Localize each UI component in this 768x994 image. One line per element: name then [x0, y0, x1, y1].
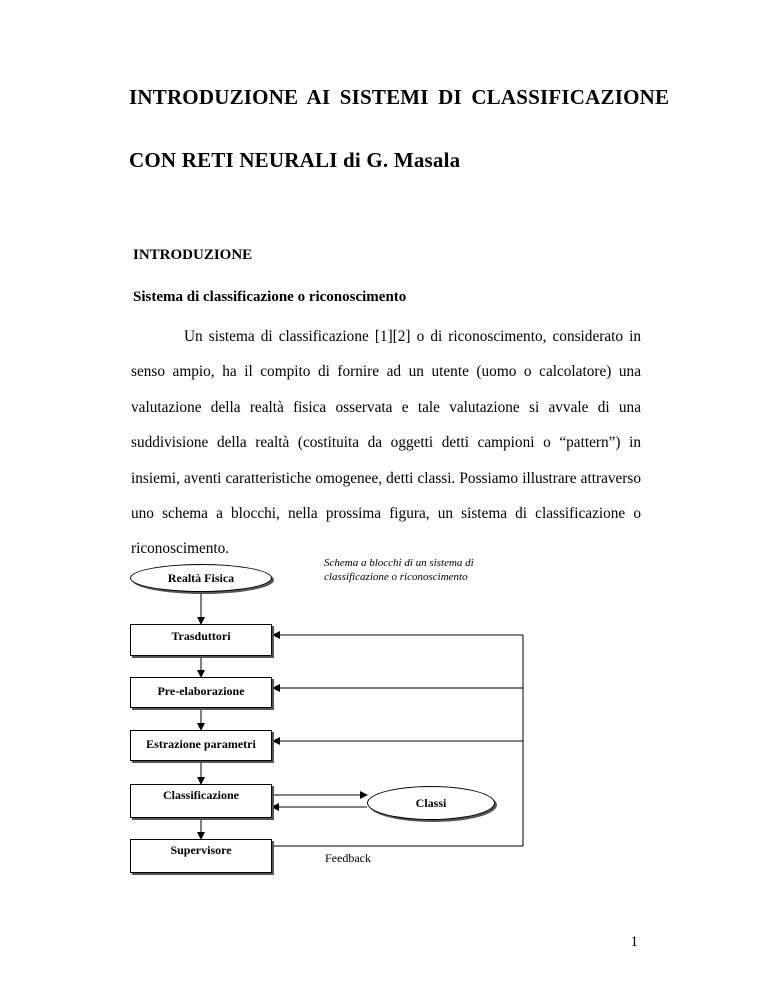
node-realta-fisica	[130, 564, 272, 592]
section-subheading: Sistema di classificazione o riconoscimento	[133, 289, 407, 305]
node-classi	[367, 786, 495, 820]
block-estrazione-parametri	[130, 730, 272, 761]
block-trasduttori	[130, 624, 272, 656]
block-pre-elaborazione-label: Pre-elaborazione	[157, 684, 245, 698]
feedback-label: Feedback	[325, 851, 371, 865]
block-classificazione-label: Classificazione	[163, 788, 239, 802]
block-supervisore-label: Supervisore	[170, 843, 232, 857]
diagram-caption: Schema a blocchi di un sistema di classificazione o riconoscimento	[324, 557, 474, 583]
block-estrazione-parametri-label: Estrazione parametri	[146, 737, 256, 751]
section-heading: INTRODUZIONE	[133, 247, 253, 263]
page-number: 1	[630, 934, 638, 950]
body-paragraph-text: Un sistema di classificazione [1][2] o di riconoscimento, considerato in senso ampio, ha il compito di fornire ad un utente (uomo o calcolatore) una valutazione della realtà fisica osservata e tale valutazione si avvale di una suddivisione della realtà (costituita da oggetti detti campioni o “pattern”) in insiemi, aventi caratteristiche omogenee, detti classi. Possiamo illustrare attraverso uno schema a blocchi, nella prossima figura, un sistema di classificazione o riconoscimento.	[131, 328, 641, 558]
title-line-1: INTRODUZIONE AI SISTEMI DI CLASSIFICAZIONE	[129, 85, 670, 109]
node-realta-fisica-label: Realtà Fisica	[167, 571, 235, 585]
block-classificazione	[130, 784, 272, 818]
block-trasduttori-label: Trasduttori	[171, 629, 231, 643]
node-classi-label: Classi	[415, 796, 447, 810]
title-line-2: CON RETI NEURALI di G. Masala	[129, 148, 461, 172]
block-supervisore	[130, 839, 272, 873]
block-pre-elaborazione	[130, 677, 272, 708]
